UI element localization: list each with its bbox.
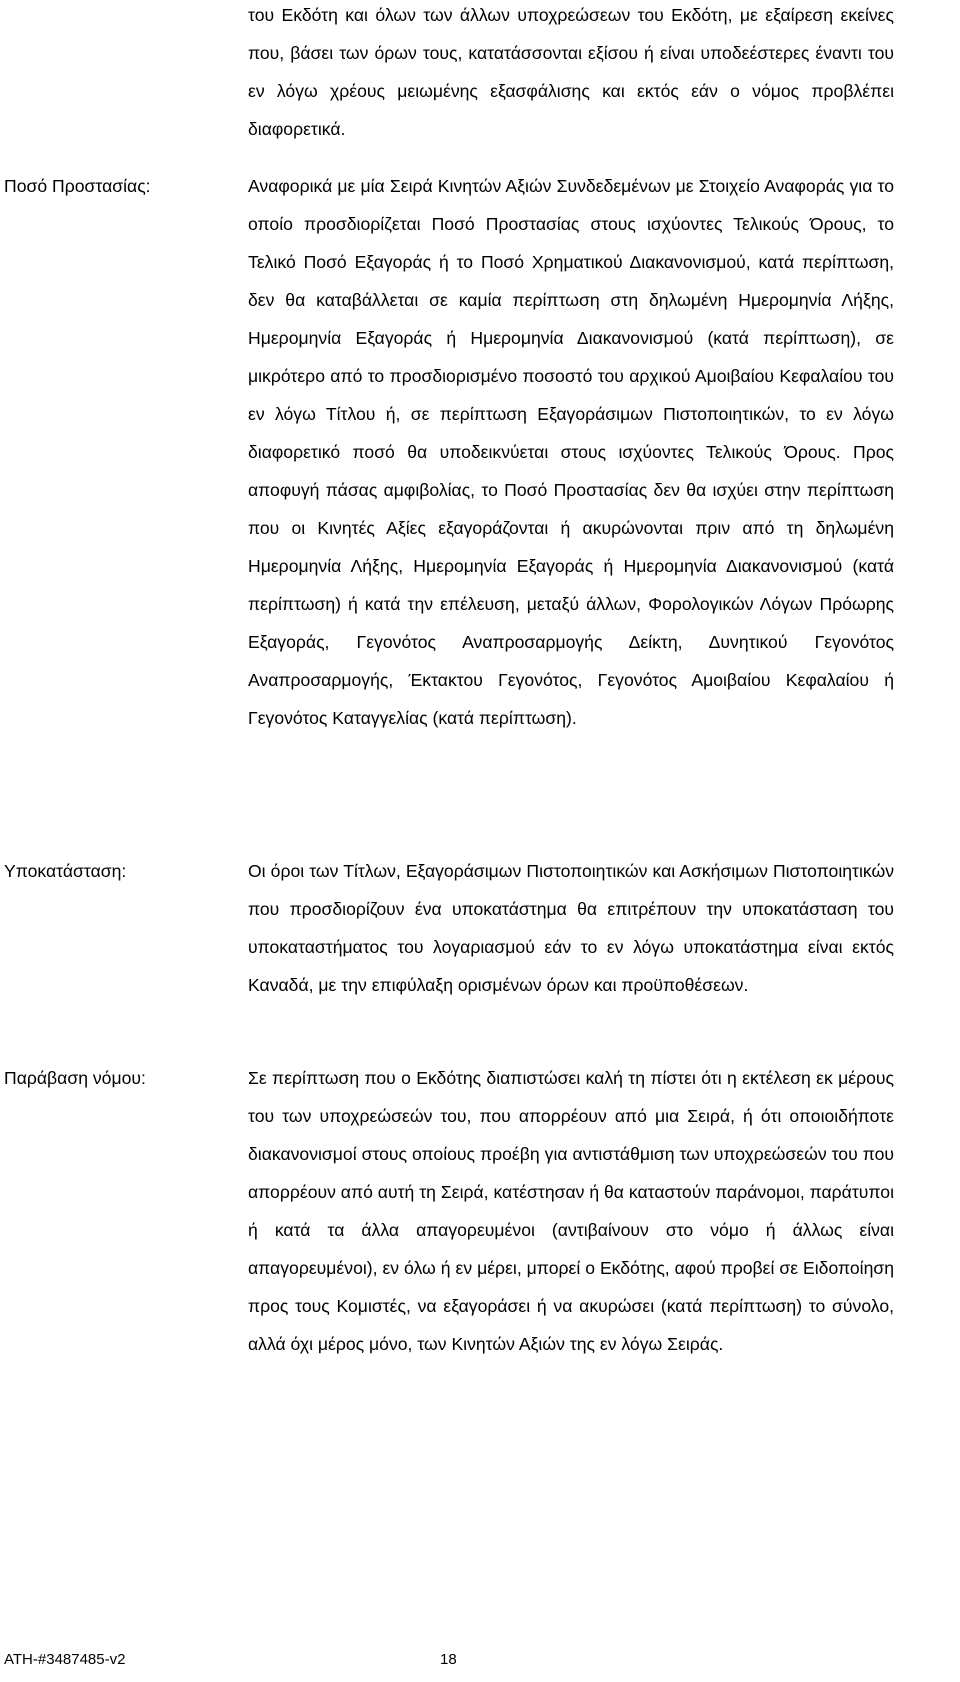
- continuation-paragraph: του Εκδότη και όλων των άλλων υποχρεώσεων του Εκδότη, με εξαίρεση εκείνες που, βάσει των όρων τους, κατατάσσονται εξίσου ή είναι υποδεέστερες έναντι του εν λόγω χρέους μειωμένης εξασφάλισης και εκτός εάν ο νόμος προβλέπει διαφορετικά.: [248, 5, 894, 139]
- definition-substitution: Οι όροι των Τίτλων, Εξαγοράσιμων Πιστοποιητικών και Ασκήσιμων Πιστοποιητικών που προσδιορίζουν ένα υποκατάστημα θα επιτρέπουν την υποκατάσταση του υποκαταστήματος του λογαριασμού εάν το εν λόγω υποκατάστημα είναι εκτός Καναδά, με την επιφύλαξη ορισμένων όρων και προϋποθέσεων.: [248, 861, 894, 995]
- document-reference: ATH-#3487485-v2: [4, 1651, 126, 1668]
- definition-illegality: Σε περίπτωση που ο Εκδότης διαπιστώσει καλή τη πίστει ότι η εκτέλεση εκ μέρους του των υποχρεώσεών του, που απορρέουν από μια Σειρά, ή ότι οποιοιδήποτε διακανονισμοί στους οποίους προέβη για αντιστάθμιση των υποχρεώσεών του που απορρέουν από αυτή τη Σειρά, κατέστησαν ή θα καταστούν παράνομοι, παράτυποι ή κατά τα άλλα απαγορευμένοι (αντιβαίνουν στο νόμο ή άλλως είναι απαγορευμένοι), εν όλω ή εν μέρει, μπορεί ο Εκδότης, αφού προβεί σε Ειδοποίηση προς τους Κομιστές, να εξαγοράσει ή να ακυρώσει (κατά περίπτωση) το σύνολο, αλλά όχι μέρος μόνο, των Κινητών Αξιών της εν λόγω Σειράς.: [248, 1068, 894, 1354]
- term-label-substitution: Υποκατάσταση:: [4, 861, 127, 881]
- term-label-illegality: Παράβαση νόμου:: [4, 1068, 146, 1088]
- definition-protection-amount: Αναφορικά με μία Σειρά Κινητών Αξιών Συνδεδεμένων με Στοιχείο Αναφοράς για το οποίο προσδιορίζεται Ποσό Προστασίας στους ισχύοντες Τελικούς Όρους, το Τελικό Ποσό Εξαγοράς ή το Ποσό Χρηματικού Διακανονισμού, κατά περίπτωση, δεν θα καταβάλλεται σε καμία περίπτωση στη δηλωμένη Ημερομηνία Λήξης, Ημερομηνία Εξαγοράς ή Ημερομηνία Διακανονισμού (κατά περίπτωση), σε μικρότερο από το προσδιορισμένο ποσοστό του αρχικού Αμοιβαίου Κεφαλαίου του εν λόγω Τίτλου ή, σε περίπτωση Εξαγοράσιμων Πιστοποιητικών, το εν λόγω διαφορετικό ποσό θα υποδεικνύεται στους ισχύοντες Τελικούς Όρους. Προς αποφυγή πάσας αμφιβολίας, το Ποσό Προστασίας δεν θα ισχύει στην περίπτωση που οι Κινητές Αξίες εξαγοράζονται ή ακυρώνονται πριν από τη δηλωμένη Ημερομηνία Λήξης, Ημερομηνία Εξαγοράς ή Ημερομηνία Διακανονισμού (κατά περίπτωση) ή κατά την επέλευση, μεταξύ άλλων, Φορολογικών Λόγων Πρόωρης Εξαγοράς, Γεγονότος Αναπροσαρμογής Δείκτη, Δυνητικού Γεγονότος Αναπροσαρμογής, Έκτακτου Γεγονότος, Γεγονότος Αμοιβαίου Κεφαλαίου ή Γεγονότος Καταγγελίας (κατά περίπτωση).: [248, 176, 894, 728]
- page-number: 18: [440, 1651, 457, 1668]
- term-label-protection-amount: Ποσό Προστασίας:: [4, 176, 151, 196]
